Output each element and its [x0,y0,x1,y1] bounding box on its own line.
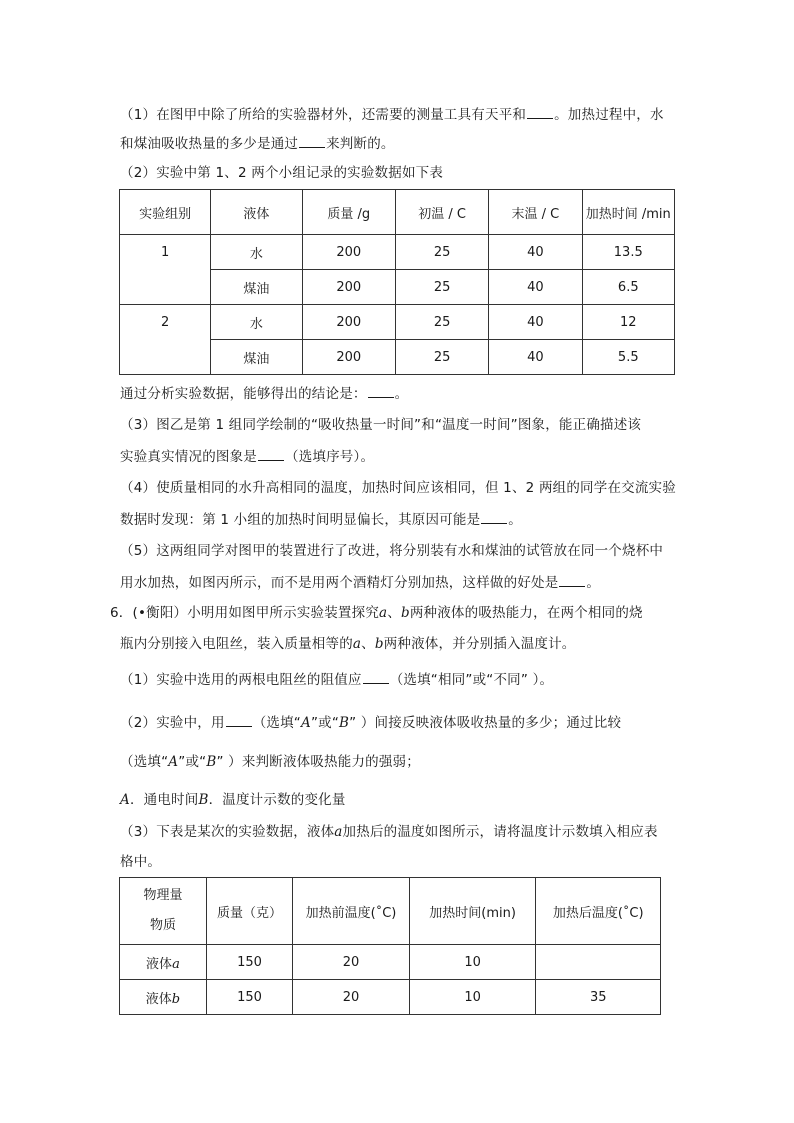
table-row [120,305,675,340]
header-cell [120,878,207,945]
text: 来判断的。 [326,136,395,152]
q5-conclusion-line [120,383,680,404]
q6-part3-line1 [120,822,680,842]
q6-intro-line2 [120,634,680,654]
text: ．温度计示数的变化量 [208,792,346,808]
cell: 25 [395,235,488,270]
text: 实验真实情况的图象是 [120,449,257,465]
cell: 40 [489,340,582,375]
cell: 10 [409,945,536,980]
experiment-table-2 [119,877,661,1015]
header-cell: 加热后温度(˚C) [536,878,661,945]
cell: 40 [489,235,582,270]
variable-a: a [352,636,362,652]
variable-b: b [171,991,181,1007]
group-cell: 2 [120,305,211,375]
q6-part3-line2: 格中。 [120,854,162,870]
cell: 40 [489,305,582,340]
text: 。 [394,386,409,402]
text: 、 [361,636,375,652]
text: 数据时发现：第 1 小组的加热时间明显偏长，其原因可能是 [120,512,481,528]
cell: 200 [302,235,395,270]
cell: 煤油 [211,340,302,375]
q5-part5-line2 [120,572,680,593]
option-a: A [301,715,311,731]
text: （1）在图甲中除了所给的实验器材外，还需要的测量工具有天平和 [120,107,527,123]
cell: 20 [293,945,410,980]
text: 。 [508,512,522,528]
text: 6．(•衡阳）小明用如图甲所示实验装置探究 [110,605,380,621]
header-cell: 质量 /g [302,190,395,235]
variable-b: b [400,605,410,621]
text: ”或“ [310,715,340,731]
cell [120,945,207,980]
q6-options-line [120,790,680,810]
text: ．通电时间 [129,792,199,808]
option-b: B [206,754,217,770]
text: ” ）间接反映液体吸收热量的多少；通过比较 [349,715,622,731]
table-header-row [120,878,661,945]
q5-part5-line1: （5）这两组同学对图甲的装置进行了改进，将分别装有水和煤油的试管放在同一个烧杯中 [120,543,664,559]
table-row [120,980,661,1015]
cell [120,980,207,1015]
text: 通过分析实验数据，能够得出的结论是： [120,386,367,402]
table-header-row [120,190,675,235]
cell: 35 [536,980,661,1015]
variable-b: b [374,636,384,652]
option-a: A [168,754,179,770]
q5-part1-line2 [120,133,680,154]
q6-intro-line1 [110,603,670,623]
text: 。加热过程中，水 [554,107,664,123]
cell: 水 [211,235,302,270]
q5-part3-line2 [120,446,680,467]
header-cell: 末温 / C [489,190,582,235]
q5-part4-line1: （4）使质量相同的水升高相同的温度，加热时间应该相同，但 1、2 两组的同学在交流实验 [120,480,676,496]
q5-part1-line1 [120,104,680,125]
header-top: 物理量 [143,888,183,903]
text: 。 [586,575,601,591]
answer-blank[interactable] [226,712,252,727]
q6-part2-line1 [120,712,680,733]
q5-part4-line2 [120,509,680,530]
header-cell: 加热时间 /min [582,190,674,235]
header-cell: 液体 [211,190,302,235]
text: 两种液体的吸热能力，在两个相同的烧 [409,605,643,621]
cell: 200 [302,270,395,305]
answer-blank[interactable] [527,104,553,119]
text: ” ）来判断液体吸热能力的强弱； [216,754,420,770]
header-cell: 加热时间(min) [409,878,536,945]
text: （1）实验中选用的两根电阻丝的阻值应 [120,672,362,688]
group-cell: 1 [120,235,211,305]
answer-blank[interactable] [559,572,585,587]
text: 、 [387,605,401,621]
header-cell: 实验组别 [120,190,211,235]
text: 瓶内分别接入电阻丝，装入质量相等的 [120,636,353,652]
cell: 200 [302,305,395,340]
text: （3）下表是某次的实验数据，液体 [120,824,335,840]
cell: 150 [206,980,292,1015]
variable-a: a [172,956,180,972]
text: （选填“相同”或“不同” ）。 [389,672,554,688]
text: 液体 [146,956,173,972]
answer-cell[interactable] [536,945,661,980]
experiment-table-1 [119,189,675,375]
text: 用水加热，如图丙所示，而不是用两个酒精灯分别加热，这样做的好处是 [120,575,559,591]
text: （选填“ [252,715,301,731]
option-b: B [198,792,209,808]
header-cell: 初温 / C [395,190,488,235]
cell: 水 [211,305,302,340]
answer-blank[interactable] [368,383,394,398]
cell: 25 [395,340,488,375]
answer-blank[interactable] [299,133,325,148]
table-row [120,235,675,270]
answer-blank[interactable] [258,446,284,461]
cell: 200 [302,340,395,375]
cell: 25 [395,305,488,340]
variable-a: a [379,605,388,621]
cell: 5.5 [582,340,674,375]
cell: 25 [395,270,488,305]
cell: 10 [409,980,536,1015]
answer-blank[interactable] [363,669,389,684]
text: ”或“ [178,754,207,770]
text: （选填“ [120,754,169,770]
text: （2）实验中，用 [120,715,225,731]
cell: 40 [489,270,582,305]
answer-blank[interactable] [481,509,507,524]
text: 和煤油吸收热量的多少是通过 [120,136,299,152]
table-row [120,945,661,980]
cell: 煤油 [211,270,302,305]
cell: 6.5 [582,270,674,305]
q6-part1-line [120,669,680,690]
text: 加热后的温度如图所示，请将温度计示数填入相应表 [342,824,658,840]
header-cell: 加热前温度(˚C) [293,878,410,945]
option-a: A [120,792,130,808]
text: 液体 [145,991,172,1007]
option-b: B [339,715,350,731]
header-cell: 质量（克） [206,878,292,945]
variable-a: a [334,824,343,840]
cell: 20 [293,980,410,1015]
text: （选填序号）。 [285,449,375,465]
cell: 12 [582,305,674,340]
q5-part2-line: （2）实验中第 1、2 两个小组记录的实验数据如下表 [120,165,444,181]
cell: 150 [206,945,292,980]
q5-part3-line1: （3）图乙是第 1 组同学绘制的“吸收热量一时间”和“温度一时间”图象，能正确描述该 [120,417,642,433]
text: 两种液体，并分别插入温度计。 [383,636,576,652]
cell: 13.5 [582,235,674,270]
q6-part2-line2 [120,752,680,772]
header-bottom: 物质 [149,918,176,933]
